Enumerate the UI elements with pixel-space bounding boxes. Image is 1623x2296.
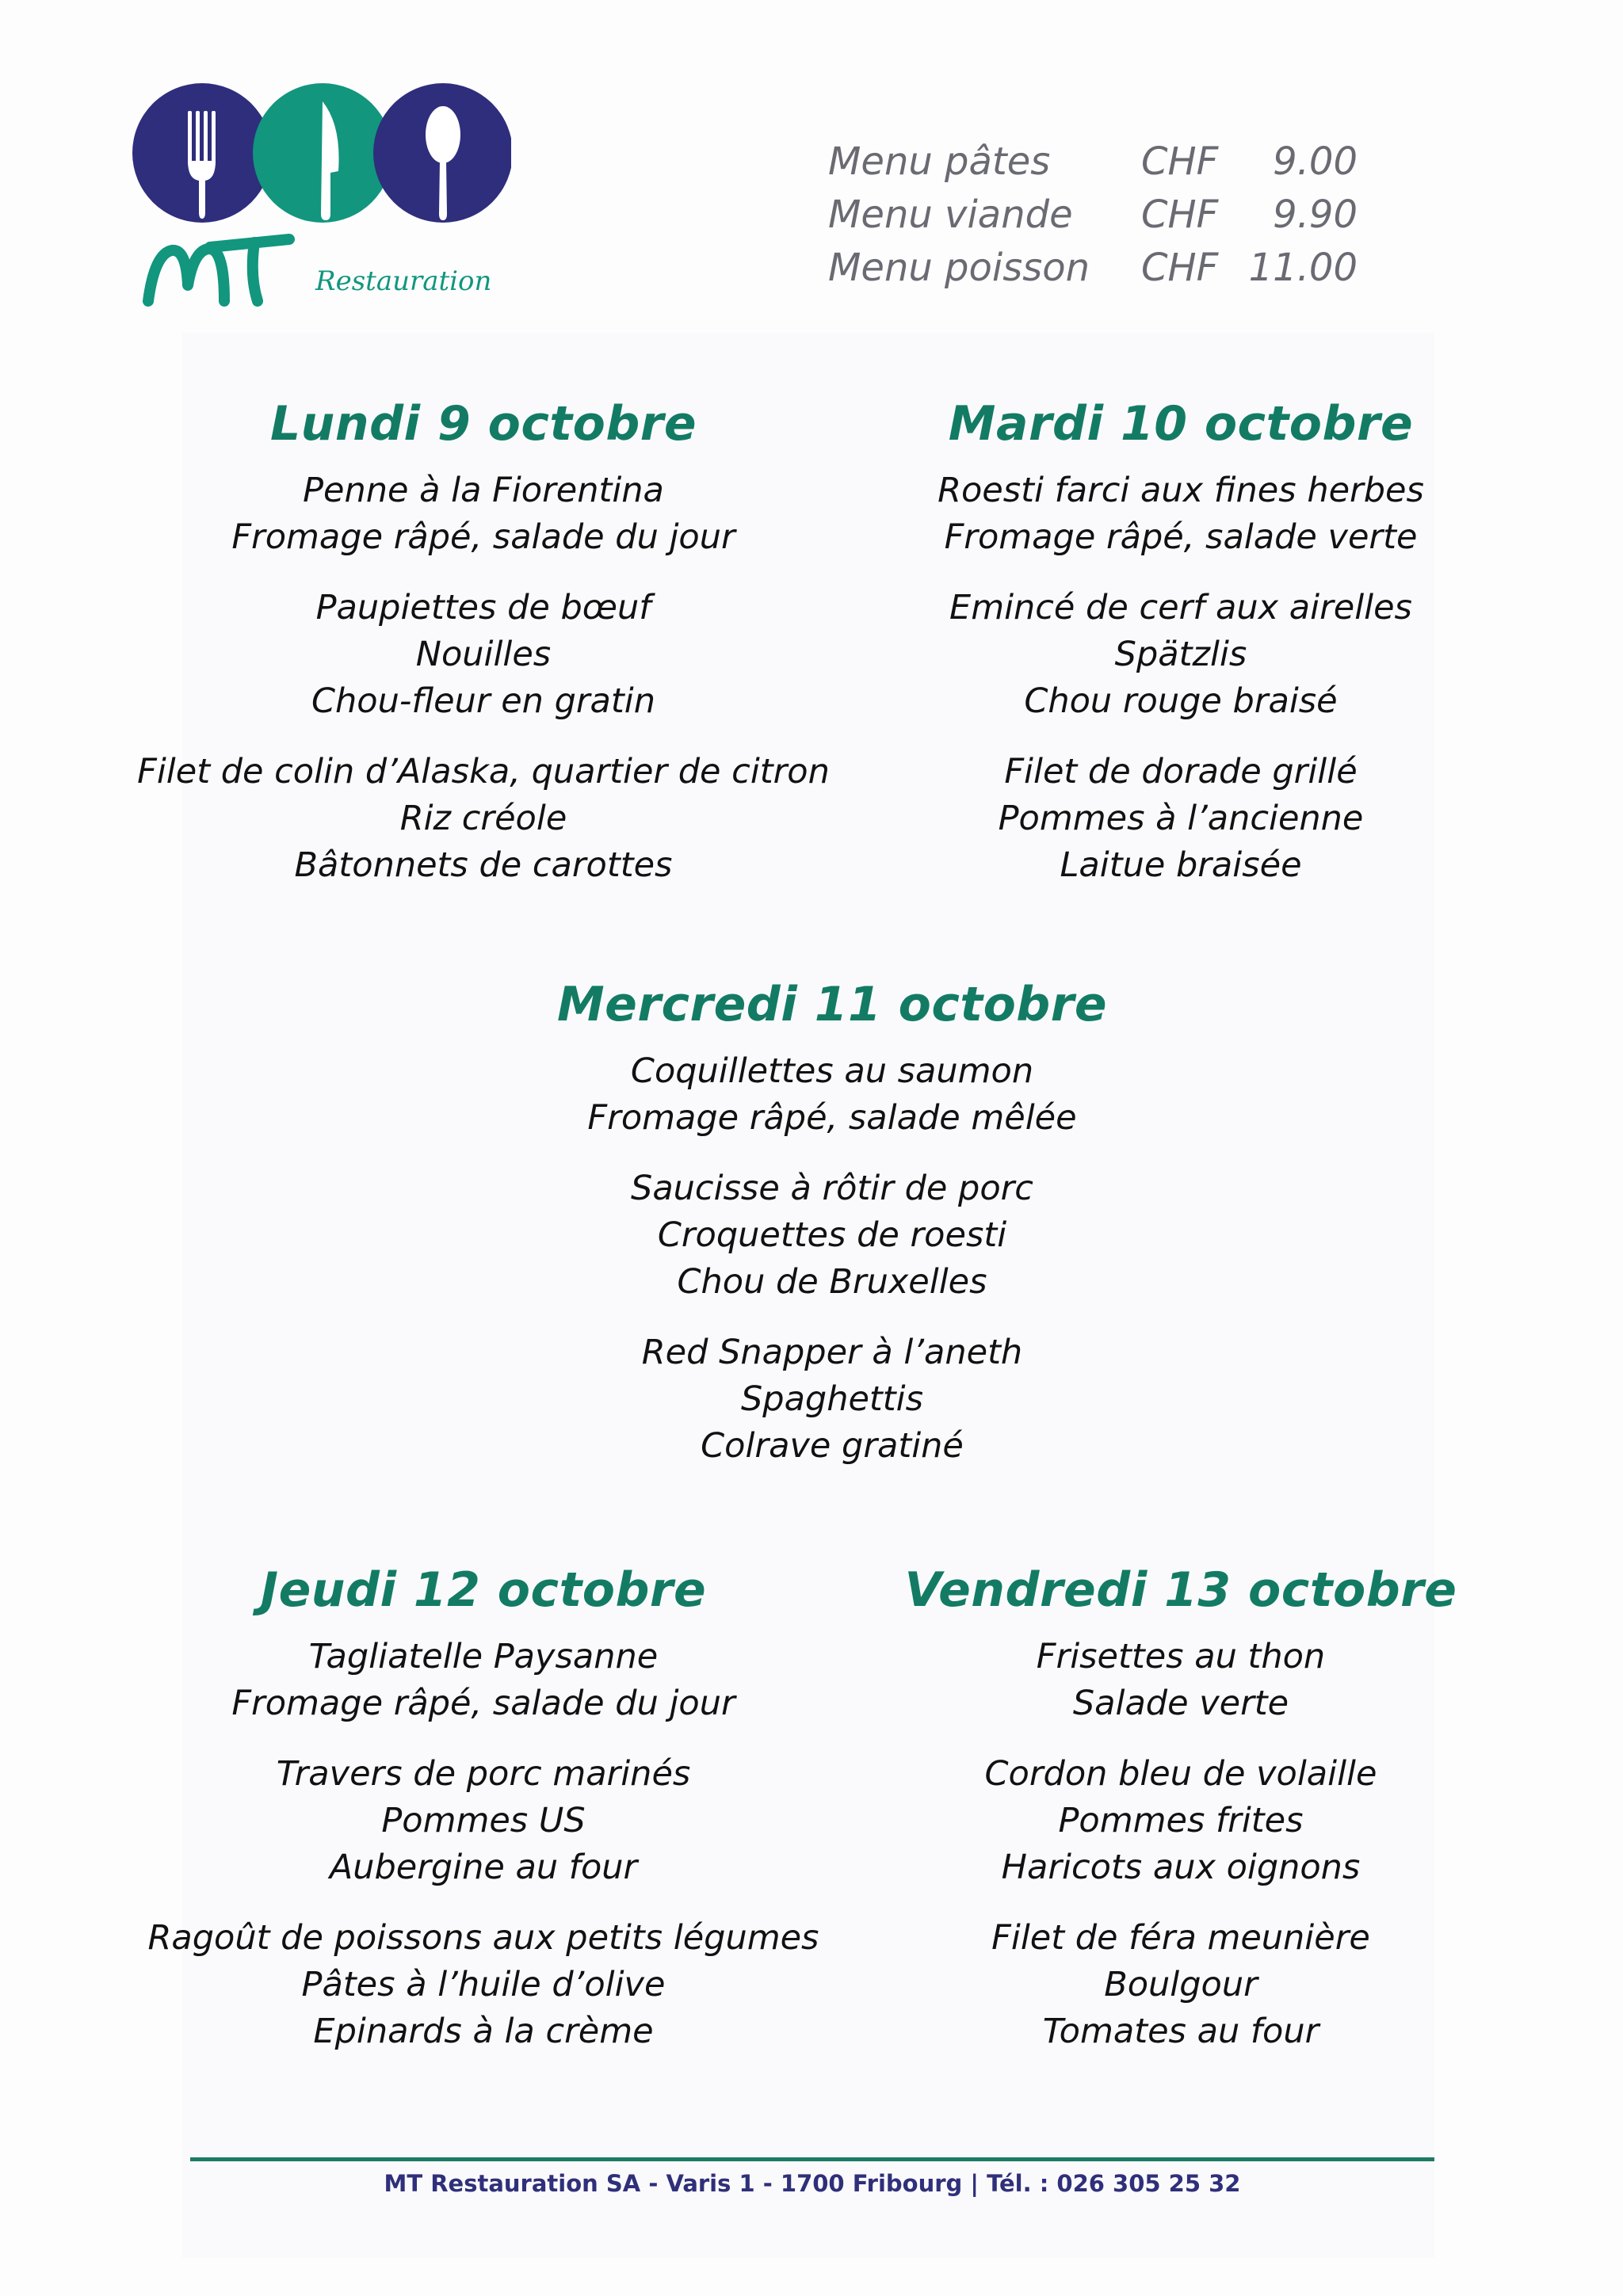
dish-poisson [127,1915,840,2055]
dish-line: Frisettes au thon [1036,1637,1326,1676]
dish-line: Roesti farci aux fines herbes [938,471,1424,510]
dish-line: Filet de colin d’Alaska, quartier de citron [137,752,830,791]
dish-viande [824,1751,1537,1891]
dish-poisson [475,1329,1189,1470]
dish-line: Pâtes à l’huile d’olive [301,1965,666,2004]
dish-pates [127,467,840,561]
dish-line: Emincé de cerf aux airelles [949,588,1412,627]
day-mardi [824,392,1537,913]
day-lundi [127,392,840,913]
dish-pates [127,1634,840,1727]
price-name: Menu poisson [828,245,1090,290]
price-currency: CHF [1141,139,1219,184]
day-jeudi [127,1558,840,2079]
dish-line: Chou de Bruxelles [677,1262,987,1302]
day-mercredi [475,973,1189,1493]
dish-line: Filet de dorade grillé [1004,752,1358,791]
dish-viande [824,585,1537,725]
dish-line: Spaghettis [740,1379,923,1419]
dish-line: Pommes à l’ancienne [998,799,1364,838]
dish-line: Laitue braisée [1060,845,1302,885]
price-row-viande [828,188,1367,241]
price-row-pates [828,135,1367,188]
price-currency: CHF [1141,245,1219,290]
logo-text: Restauration [315,265,492,297]
dish-line: Tagliatelle Paysanne [308,1637,659,1676]
dish-line: Filet de féra meunière [991,1918,1370,1958]
dish-line: Riz créole [399,799,567,838]
dish-line: Pommes US [381,1801,586,1840]
dish-line: Colrave gratiné [701,1426,964,1466]
day-title: Mardi 10 octobre [948,396,1414,452]
price-list [828,135,1367,294]
dish-line: Tomates au four [1042,2012,1319,2051]
dish-viande [475,1165,1189,1306]
day-title: Vendredi 13 octobre [904,1562,1457,1618]
footer-divider [190,2157,1434,2161]
dish-pates [824,467,1537,561]
dish-line: Boulgour [1104,1965,1258,2004]
dish-line: Coquillettes au saumon [630,1051,1034,1091]
dish-line: Saucisse à rôtir de porc [631,1169,1033,1208]
dish-line: Cordon bleu de volaille [984,1754,1377,1794]
dish-line: Ragoût de poissons aux petits légumes [147,1918,819,1958]
dish-line: Bâtonnets de carottes [294,845,673,885]
dish-line: Fromage râpé, salade verte [944,517,1418,557]
dish-poisson [127,749,840,889]
price-currency: CHF [1141,192,1219,237]
dish-viande [127,585,840,725]
day-title: Jeudi 12 octobre [260,1562,707,1618]
price-value: 9.00 [1273,139,1358,184]
dish-line: Fromage râpé, salade mêlée [587,1098,1077,1138]
dish-line: Aubergine au four [329,1848,638,1887]
dish-line: Red Snapper à l’aneth [641,1333,1023,1372]
dish-line: Croquettes de roesti [657,1215,1007,1255]
dish-line: Spätzlis [1114,635,1247,674]
mt-restauration-logo [131,78,511,315]
dish-line: Paupiettes de bœuf [315,588,651,627]
dish-viande [127,1751,840,1891]
dish-poisson [824,749,1537,889]
dish-pates [475,1048,1189,1142]
dish-line: Chou rouge braisé [1024,681,1338,721]
dish-line: Penne à la Fiorentina [303,471,664,510]
dish-line: Epinards à la crème [313,2012,654,2051]
mt-mark-icon [148,239,289,301]
footer-address: MT Restauration SA - Varis 1 - 1700 Fribourg | Tél. : 026 305 25 32 [384,2170,1241,2197]
day-vendredi [824,1558,1537,2079]
dish-poisson [824,1915,1537,2055]
dish-line: Pommes frites [1058,1801,1304,1840]
dish-pates [824,1634,1537,1727]
dish-line: Salade verte [1072,1684,1289,1723]
day-title: Mercredi 11 octobre [556,977,1108,1032]
dish-line: Nouilles [415,635,552,674]
price-name: Menu pâtes [828,139,1051,184]
price-name: Menu viande [828,192,1073,237]
dish-line: Haricots aux oignons [1001,1848,1361,1887]
dish-line: Chou-fleur en gratin [311,681,655,721]
day-title: Lundi 9 octobre [269,396,697,452]
price-value: 9.90 [1273,192,1358,237]
dish-line: Fromage râpé, salade du jour [231,1684,735,1723]
dish-line: Fromage râpé, salade du jour [231,517,735,557]
price-row-poisson [828,241,1367,294]
price-value: 11.00 [1248,245,1358,290]
dish-line: Travers de porc marinés [276,1754,691,1794]
